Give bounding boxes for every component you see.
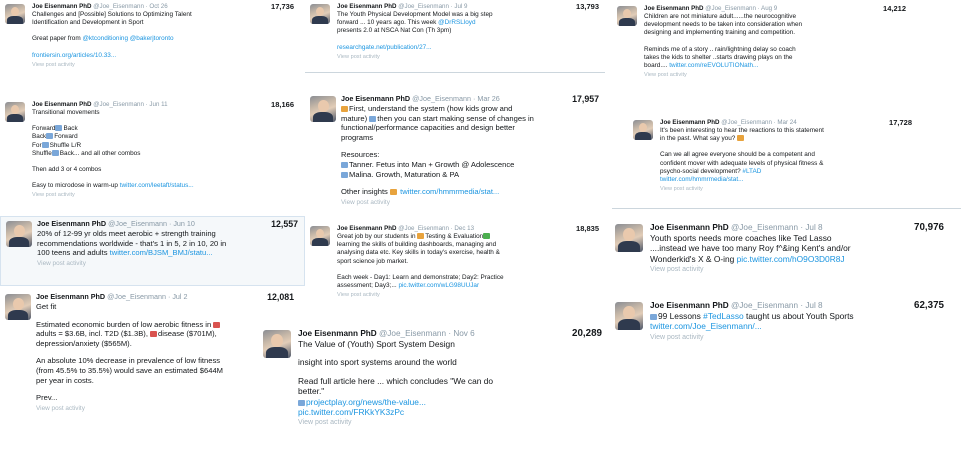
tweet-date[interactable]: · Jun 10 xyxy=(168,219,195,228)
pic-link[interactable]: pic.twitter.com/FRKkYK3zPc xyxy=(298,407,405,418)
tweet-card[interactable] xyxy=(612,2,912,88)
book-icon xyxy=(341,162,348,168)
avatar[interactable] xyxy=(615,302,643,330)
author-handle[interactable]: @Joe_Eisenmann xyxy=(721,119,772,126)
tweet-text: 99 Lessons #TedLasso taught us about Youth Sports twitter.com/Joe_Eisenmann/... xyxy=(650,311,944,332)
tweet-text: Transitional movements Forward Back Back Forward For Shuffle L/R Shuffle Back... and all other combos Then add 3 or 4 combos Easy to microdose in warm-up twitter.com/leetaft/status... xyxy=(32,109,194,190)
avatar[interactable] xyxy=(310,226,330,246)
view-post-activity-link[interactable]: View post activity xyxy=(644,72,687,79)
avatar[interactable] xyxy=(6,221,32,247)
view-post-activity-link[interactable]: View post activity xyxy=(650,266,704,274)
view-post-activity-link[interactable]: View post activity xyxy=(37,259,86,267)
view-post-activity-link[interactable]: View post activity xyxy=(32,192,75,199)
impressions-count: 20,289 xyxy=(572,328,602,339)
tweet-card[interactable] xyxy=(305,92,605,214)
impressions-count: 18,835 xyxy=(576,224,599,233)
author-name[interactable]: Joe Eisenmann PhD xyxy=(37,219,107,228)
emoji-icon xyxy=(341,106,348,112)
impressions-count: 13,793 xyxy=(576,2,599,11)
author-handle[interactable]: @Joe_Eisenmann xyxy=(731,301,799,310)
tweet-date[interactable]: · Jul 9 xyxy=(450,3,468,10)
tweet-date[interactable]: · Oct 26 xyxy=(145,3,168,10)
tweet-date[interactable]: · Mar 24 xyxy=(773,119,797,126)
avatar[interactable] xyxy=(5,294,31,320)
tweet-date[interactable]: · Jul 2 xyxy=(167,292,188,301)
impressions-count: 12,081 xyxy=(267,292,294,302)
tweet-card[interactable] xyxy=(628,116,918,204)
avatar[interactable] xyxy=(5,4,25,24)
avatar[interactable] xyxy=(617,6,637,26)
tweet-date[interactable]: · Dec 13 xyxy=(450,225,475,232)
tweet-link[interactable]: twitter.com/hmmrmedia/stat... xyxy=(660,176,744,184)
avatar[interactable] xyxy=(5,102,25,122)
tweet-card[interactable] xyxy=(0,290,300,450)
arrow-emoji-icon xyxy=(46,133,53,139)
impressions-count: 18,166 xyxy=(271,100,294,109)
author-name[interactable]: Joe Eisenmann PhD xyxy=(650,301,729,310)
view-post-activity-link[interactable]: View post activity xyxy=(32,61,75,68)
book-icon xyxy=(650,314,657,320)
tweet-card[interactable] xyxy=(610,220,950,286)
tweet-link[interactable]: pic.twitter.com/wLG98UUJar xyxy=(398,282,480,290)
pic-link[interactable]: pic.twitter.com/hO9O3D0R8J xyxy=(736,253,845,264)
chart-emoji-icon xyxy=(483,233,490,239)
impressions-count: 70,976 xyxy=(914,222,944,233)
author-handle[interactable]: @Joe_Eisenmann xyxy=(107,292,166,301)
impressions-count: 17,957 xyxy=(572,94,599,104)
view-post-activity-link[interactable]: View post activity xyxy=(341,198,390,206)
newspaper-icon xyxy=(298,400,305,406)
view-post-activity-link[interactable]: View post activity xyxy=(337,53,380,60)
tweet-card[interactable] xyxy=(0,98,300,210)
divider xyxy=(612,208,961,209)
tweet-link[interactable]: frontiersin.org/articles/10.33... xyxy=(32,51,117,59)
divider xyxy=(305,72,605,73)
tweet-card[interactable] xyxy=(0,0,300,84)
author-handle[interactable]: @Joe_Eisenmann xyxy=(93,3,144,10)
impressions-count: 14,212 xyxy=(883,4,906,13)
pointing-hand-icon xyxy=(390,189,397,195)
author-name[interactable]: Joe Eisenmann PhD xyxy=(650,223,729,232)
tweet-text: The Value of (Youth) Sport System Design insight into sport systems around the world Read full article here ... which concludes "We can do better." projectplay.org/news/the-value... pic.twitter.com/FRKkYK3zPc xyxy=(298,339,602,417)
author-name[interactable]: Joe Eisenmann PhD xyxy=(36,292,106,301)
mention-link[interactable]: @ktconditioning @bakerjtoronto xyxy=(82,35,174,43)
hashtag-link[interactable]: #LTAD xyxy=(742,167,762,175)
emoji-icon xyxy=(417,233,424,239)
tweet-text: Get fit Estimated economic burden of low aerobic fitness in adults = $3.6B, incl. T2D ($1.3B), disease ($701M), depression/anxiety ($565M). An absolute 10% decrease in prevalence of low fitness (from 45.5% to 35.5%) would save an estimated $644M per year in costs. Prev... xyxy=(36,302,223,403)
arrow-emoji-icon xyxy=(52,150,59,156)
tweet-card[interactable] xyxy=(258,326,608,451)
view-post-activity-link[interactable]: View post activity xyxy=(298,419,352,427)
author-name[interactable]: Joe Eisenmann PhD xyxy=(298,329,377,338)
tweet-date[interactable]: · Nov 6 xyxy=(448,329,475,338)
tweet-text: First, understand the system (how kids grow and mature) then you can start making sense of changes in functional/performance capacities and design better programs Resources: Tanner. Fetus into Man + Growth @ Adolescence Malina. Growth, Maturation & PA Other insights twitter.com/hmmrmedia/stat... xyxy=(341,104,534,197)
tweet-link[interactable]: twitter.com/Joe_Eisenmann/... xyxy=(650,321,762,332)
arrow-emoji-icon xyxy=(55,125,62,131)
author-handle[interactable]: @Joe_Eisenmann xyxy=(705,5,756,12)
tweet-link[interactable]: twitter.com/hmmrmedia/stat... xyxy=(400,187,500,197)
author-name[interactable]: Joe Eisenmann PhD xyxy=(337,3,397,10)
tweet-text: Great job by our students in Testing & Evaluation learning the skills of building dashboards, managing and analysing data etc. Key skills in today's exercise, health & sport science job market. Each week - Day1: Learn and demonstrate; Day2: Practice assessment; Day3;... pic.twitter.com/wLG98UUJar xyxy=(337,233,504,290)
mention-link[interactable]: @DrRSLloyd xyxy=(438,19,476,27)
author-handle[interactable]: @Joe_Eisenmann xyxy=(398,3,449,10)
author-handle[interactable]: @Joe_Eisenmann xyxy=(379,329,447,338)
tweet-link[interactable]: twitter.com/reEVOLUTIONath... xyxy=(669,62,759,70)
author-handle[interactable]: @Joe_Eisenmann xyxy=(731,223,799,232)
impressions-count: 17,728 xyxy=(889,118,912,127)
tweet-link[interactable]: twitter.com/BJSM_BMJ/statu... xyxy=(109,248,213,258)
tweet-link[interactable]: projectplay.org/news/the-value... xyxy=(306,396,426,407)
tweet-card[interactable] xyxy=(305,0,605,70)
tweet-text: 20% of 12-99 yr olds meet aerobic + strength training recommendations worldwide - that's 1 in 5, 2 in 10, 20 in 100 teens and adults twitter.com/BJSM_BMJ/statu... xyxy=(37,229,227,258)
view-post-activity-link[interactable]: View post activity xyxy=(337,292,380,299)
tweet-text: Children are not miniature adult......the neurocognitive development needs to be taken into consideration when designing and implementing training and competition. Reminds me of a story .. rain/lightning delay so coach takes the kids to shelter ..starts drawing plays on the board.... twitter.com/reEVOLUTIONath... xyxy=(644,13,803,70)
hashtag-link[interactable]: #TedLasso xyxy=(703,311,744,321)
author-handle[interactable]: @Joe_Eisenmann xyxy=(93,101,144,108)
tweet-link[interactable]: twitter.com/leetaft/status... xyxy=(119,182,194,190)
view-post-activity-link[interactable]: View post activity xyxy=(650,333,704,341)
author-name[interactable]: Joe Eisenmann PhD xyxy=(32,3,92,10)
tweet-date[interactable]: · Jul 8 xyxy=(800,301,823,310)
tweet-date[interactable]: · Aug 9 xyxy=(757,5,778,12)
tweet-date[interactable]: · Mar 26 xyxy=(472,94,500,103)
impressions-count: 62,375 xyxy=(914,300,944,311)
author-name[interactable]: Joe Eisenmann PhD xyxy=(337,225,397,232)
tweet-text: Challenges and [Possible] Solutions to Optimizing Talent Identification and Development in Sport Great paper from @ktconditioning @bakerjtoronto frontiersin.org/articles/10.33... xyxy=(32,11,294,60)
book-icon xyxy=(341,172,348,178)
tweet-date[interactable]: · Jul 8 xyxy=(800,223,823,232)
author-handle[interactable]: @Joe_Eisenmann xyxy=(108,219,167,228)
tweet-link[interactable]: researchgate.net/publication/27... xyxy=(337,43,432,51)
tweet-text: It's been interesting to hear the reactions to this statement in the past. What say you? Can we all agree everyone should be a competent and confident mover with adequate levels of physical fitness & psycho-social development? #LTAD twitter.com/hmmrmedia/stat... xyxy=(660,127,912,184)
tweet-text: The Youth Physical Development Model was a big step forward ... 10 years ago. This week @DrRSLloyd presents 2.0 at NSCA Nat Con (Th 3pm) researchgate.net/publication/27... xyxy=(337,11,599,52)
tweet-card-highlighted[interactable] xyxy=(0,216,305,286)
view-post-activity-link[interactable]: View post activity xyxy=(660,186,703,193)
author-name[interactable]: Joe Eisenmann PhD xyxy=(32,101,92,108)
tweet-date[interactable]: · Jun 11 xyxy=(145,101,168,108)
avatar[interactable] xyxy=(615,224,643,252)
avatar[interactable] xyxy=(310,4,330,24)
arrow-emoji-icon xyxy=(369,116,376,122)
avatar[interactable] xyxy=(633,120,653,140)
tweet-card[interactable] xyxy=(305,222,605,312)
canada-flag-icon xyxy=(213,322,220,328)
author-handle[interactable]: @Joe_Eisenmann xyxy=(412,94,471,103)
author-name[interactable]: Joe Eisenmann PhD xyxy=(660,119,720,126)
author-handle[interactable]: @Joe_Eisenmann xyxy=(398,225,449,232)
thinking-emoji-icon xyxy=(737,135,744,141)
avatar[interactable] xyxy=(263,330,291,358)
tweet-card[interactable] xyxy=(610,298,950,354)
view-post-activity-link[interactable]: View post activity xyxy=(36,404,85,412)
avatar[interactable] xyxy=(310,96,336,122)
arrow-emoji-icon xyxy=(42,142,49,148)
author-name[interactable]: Joe Eisenmann PhD xyxy=(644,5,704,12)
tweet-text: Youth sports needs more coaches like Ted Lasso ....instead we have too many Roy f^&ing Kent's and/or Wonderkid's X & O-ing pic.twitter.com/hO9O3D0R8J xyxy=(650,233,851,264)
author-name[interactable]: Joe Eisenmann PhD xyxy=(341,94,411,103)
impressions-count: 17,736 xyxy=(271,2,294,11)
impressions-count: 12,557 xyxy=(271,219,298,229)
heart-icon xyxy=(150,331,157,337)
